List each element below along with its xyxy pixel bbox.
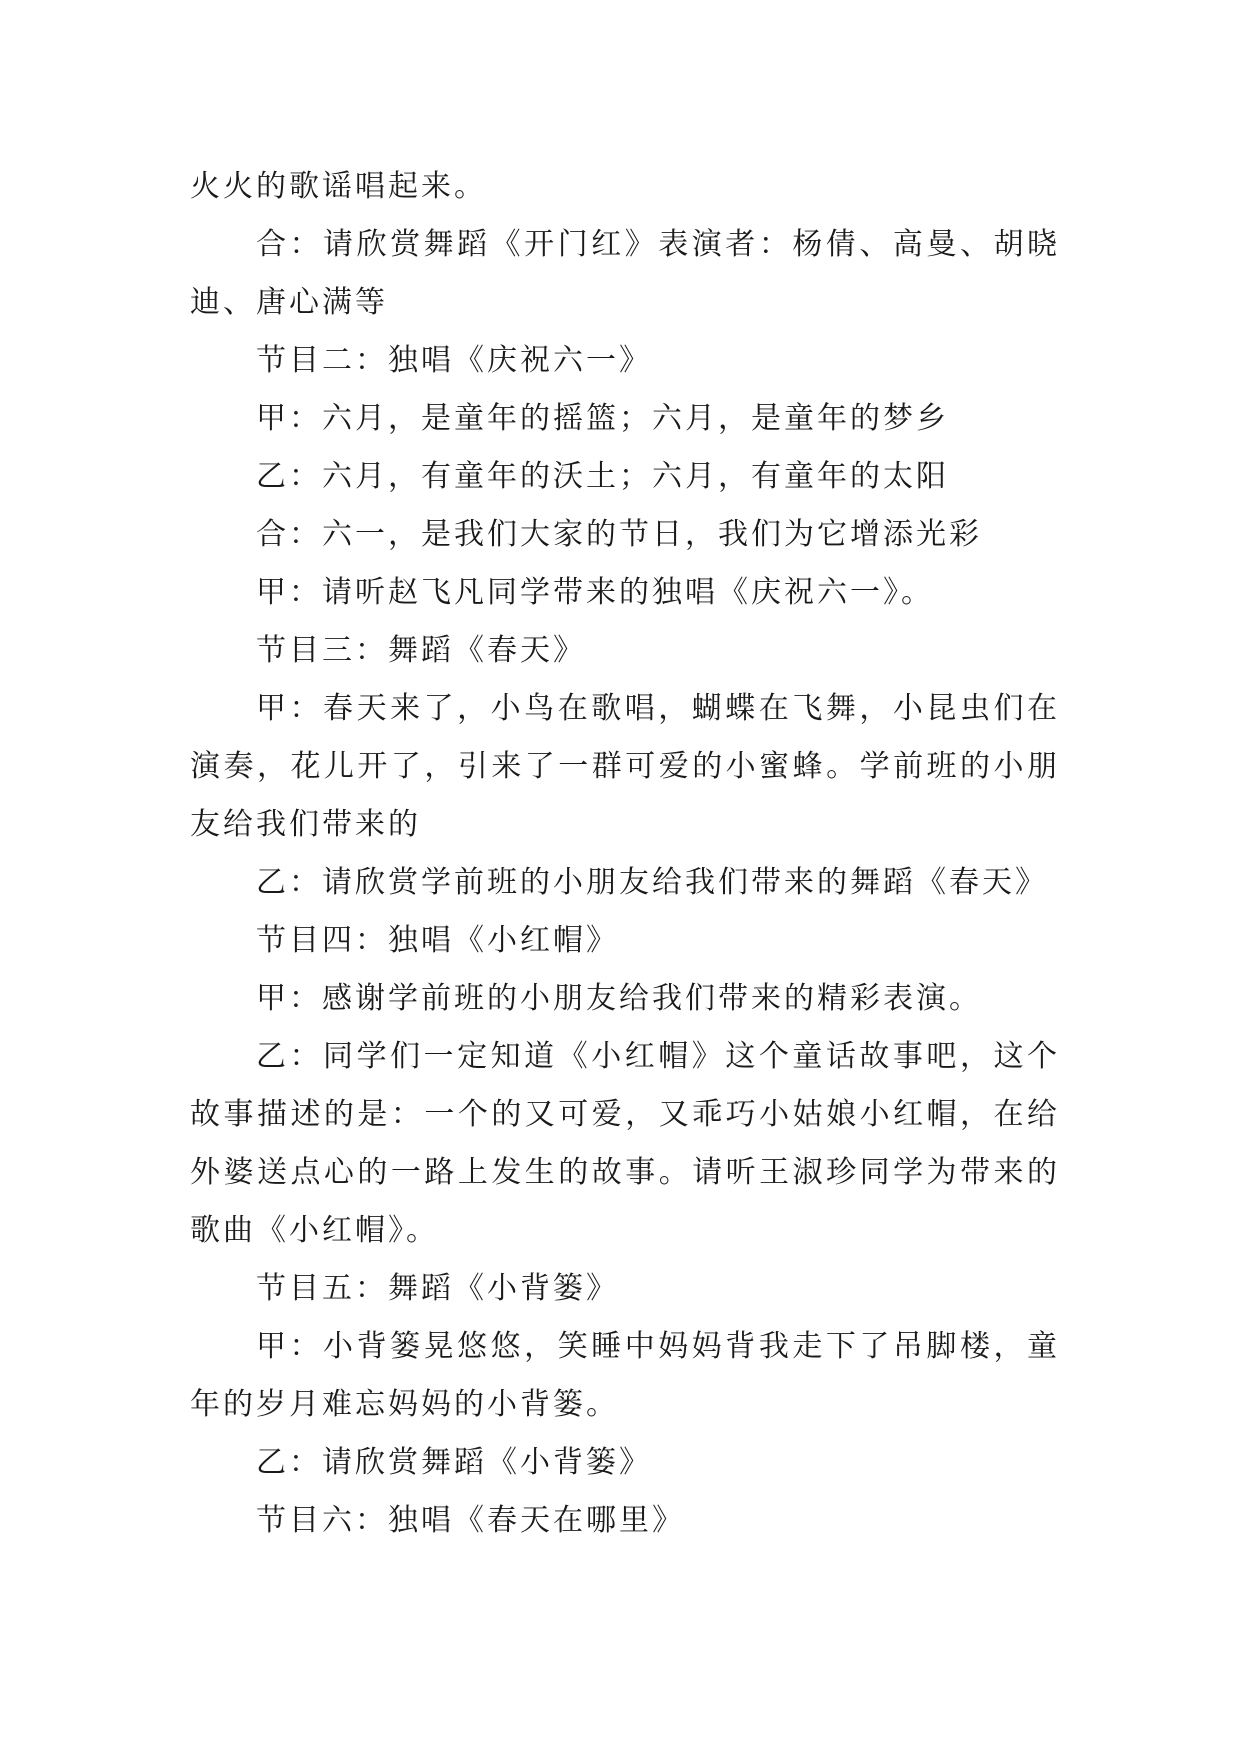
program-heading-3: 节目三：舞蹈《春天》 (256, 633, 586, 668)
program-heading-4: 节目四：独唱《小红帽》 (256, 923, 619, 958)
program-heading-2: 节目二：独唱《庆祝六一》 (256, 343, 652, 378)
paragraph-jia-spring: 甲：春天来了，小鸟在歌唱，蝴蝶在飞舞，小昆虫们在演奏，花儿开了，引来了一群可爱的小蜜蜂。学前班的小朋友给我们带来的 (190, 691, 1060, 842)
paragraph-yi-red-hood: 乙：同学们一定知道《小红帽》这个童话故事吧，这个故事描述的是：一个的又可爱，又乖巧小姑娘小红帽，在给外婆送点心的一路上发生的故事。请听王淑珍同学为带来的歌曲《小红帽》。 (190, 1039, 1060, 1248)
paragraph-yi-basket: 乙：请欣赏舞蹈《小背篓》 (256, 1445, 652, 1480)
program-heading-5: 节目五：舞蹈《小背篓》 (256, 1271, 619, 1306)
document-body (190, 158, 1060, 1550)
paragraph-jia-basket: 甲：小背篓晃悠悠，笑睡中妈妈背我走下了吊脚楼，童年的岁月难忘妈妈的小背篓。 (190, 1329, 1060, 1422)
paragraph-he-june: 合：六一，是我们大家的节日，我们为它增添光彩 (256, 517, 982, 552)
paragraph-jia-june: 甲：六月，是童年的摇篮；六月，是童年的梦乡 (256, 401, 949, 436)
paragraph-jia-solo: 甲：请听赵飞凡同学带来的独唱《庆祝六一》。 (256, 575, 934, 610)
paragraph-jia-thanks: 甲：感谢学前班的小朋友给我们带来的精彩表演。 (256, 981, 982, 1016)
paragraph-yi-june: 乙：六月，有童年的沃土；六月，有童年的太阳 (256, 459, 949, 494)
paragraph-continuation: 火火的歌谣唱起来。 (190, 169, 487, 204)
program-heading-6: 节目六：独唱《春天在哪里》 (256, 1503, 685, 1538)
paragraph-opening-dance: 合：请欣赏舞蹈《开门红》表演者：杨倩、高曼、胡晓迪、唐心满等 (190, 227, 1060, 320)
paragraph-yi-spring: 乙：请欣赏学前班的小朋友给我们带来的舞蹈《春天》 (256, 865, 1048, 900)
